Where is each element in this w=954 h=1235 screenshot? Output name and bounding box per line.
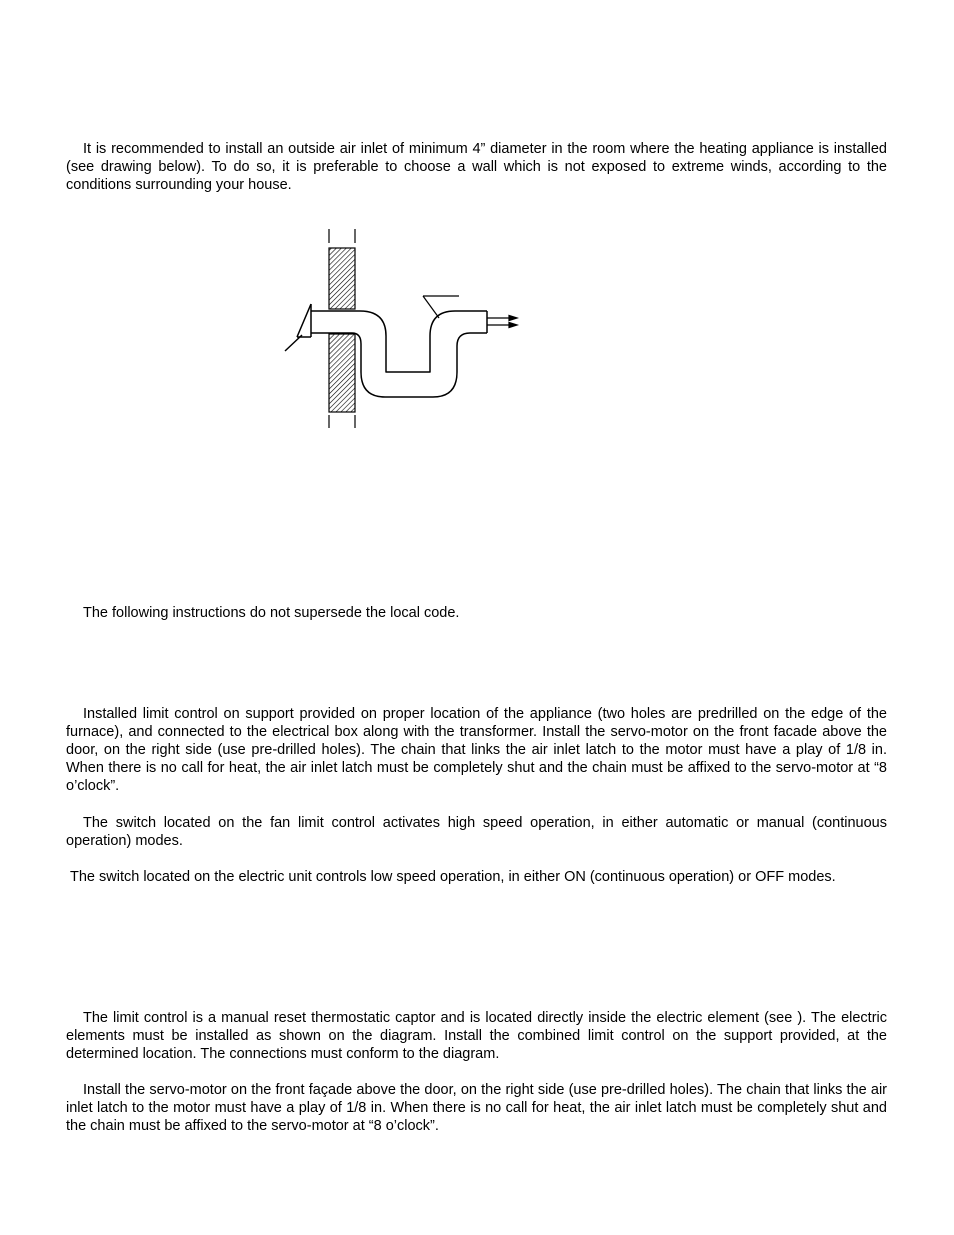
local-code-paragraph: The following instructions do not supersede the local code. — [83, 605, 460, 621]
wall — [329, 229, 355, 428]
electric-limit-paragraph: The limit control is a manual reset thermostatic captor and is located directly inside the electric element (see ). The electric elements must be installed as shown on the diagram. Install the combined limit control on the support provided, at the determined location. The connections must conform to the diagram. — [66, 1010, 887, 1062]
fan-switch-paragraph: The switch located on the fan limit control activates high speed operation, in either automatic or manual (continuous operation) modes. — [66, 815, 887, 849]
airflow-arrows — [487, 316, 517, 328]
outside-air-inlet-icon — [276, 222, 526, 432]
servo-motor-paragraph: Install the servo-motor on the front façade above the door, on the right side (use pre-drilled holes). The chain that links the air inlet latch to the motor must have a play of 1/8 in. When there is no call for heat, the air inlet latch must be completely shut and the chain must be affixed to the servo-motor at “8 o’clock”. — [66, 1082, 887, 1134]
low-speed-paragraph: The switch located on the electric unit controls low speed operation, in either ON (continuous operation) or OFF modes. — [70, 869, 836, 885]
limit-control-paragraph: Installed limit control on support provided on proper location of the appliance (two holes are predrilled on the edge of the furnace), and connected to the electrical box along with the transformer. Install the servo-motor on the front facade above the door, on the right side (use pre-drilled holes). The chain that links the air inlet latch to the motor must have a play of 1/8 in. When there is no call for heat, the air inlet latch must be completely shut and the chain must be affixed to the servo-motor at “8 o’clock”. — [66, 706, 887, 794]
hood — [285, 304, 311, 351]
air-inlet-paragraph: It is recommended to install an outside air inlet of minimum 4” diameter in the room where the heating appliance is installed (see drawing below). To do so, it is preferable to choose a wall which is not exposed to extreme winds, according to the conditions surrounding your house. — [66, 141, 887, 193]
